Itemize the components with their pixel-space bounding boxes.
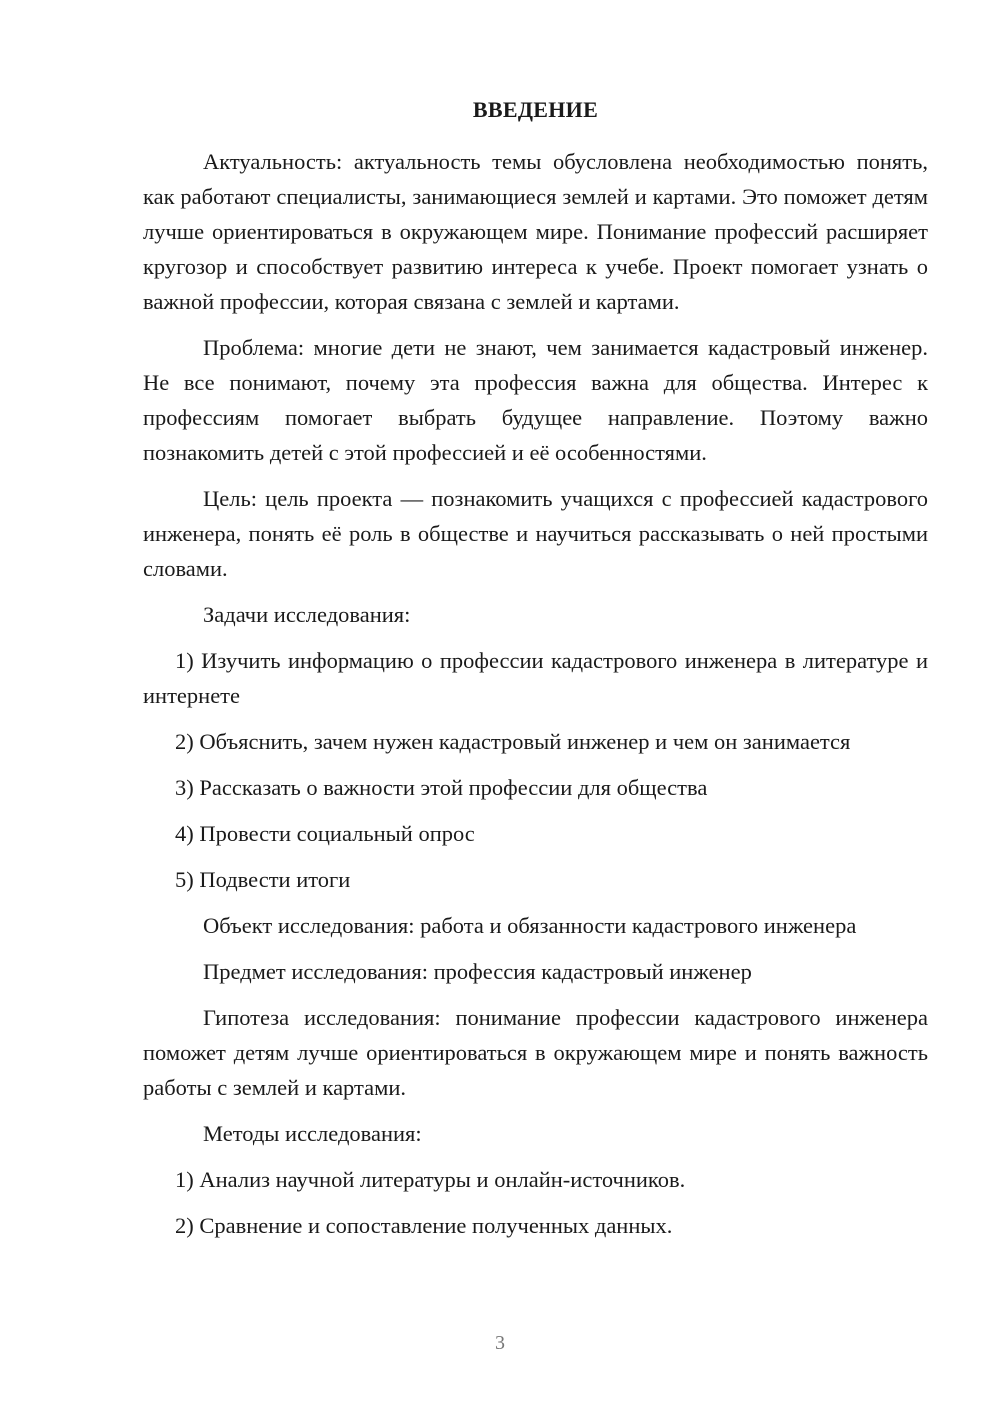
goal-paragraph: Цель: цель проекта — познакомить учащихся с профессией кадастрового инженера, понять её роль в обществе и научиться рассказывать о ней простыми словами. (143, 486, 928, 581)
relevance-paragraph: Актуальность: актуальность темы обусловлена необходимостью понять, как работают специалисты, занимающиеся землей и картами. Это поможет детям лучше ориентироваться в окружающем мире. Понимание профессий расширяет кругозор и способствует развитию интереса к учебе. Проект помогает узнать о важной профессии, которая связана с землей и картами. (143, 149, 928, 314)
method-item-2: 2) Сравнение и сопоставление полученных данных. (175, 1213, 673, 1238)
task-item-4: 4) Провести социальный опрос (175, 821, 475, 846)
task-item-3: 3) Рассказать о важности этой профессии для общества (175, 775, 708, 800)
document-page (143, 92, 928, 1254)
task-item-5: 5) Подвести итоги (175, 867, 351, 892)
tasks-heading: Задачи исследования: (203, 602, 411, 627)
task-item-1: 1) Изучить информацию о профессии кадастрового инженера в литературе и интернете (143, 648, 928, 708)
hypothesis-paragraph: Гипотеза исследования: понимание профессии кадастрового инженера поможет детям лучше ориентироваться в окружающем мире и понять важность работы с землей и картами. (143, 1005, 928, 1100)
method-item-1: 1) Анализ научной литературы и онлайн-источников. (175, 1167, 686, 1192)
subject-paragraph: Предмет исследования: профессия кадастровый инженер (203, 959, 752, 984)
methods-heading: Методы исследования: (203, 1121, 422, 1146)
task-item-2: 2) Объяснить, зачем нужен кадастровый инженер и чем он занимается (175, 729, 851, 754)
page-number: 3 (495, 1332, 505, 1354)
problem-paragraph: Проблема: многие дети не знают, чем занимается кадастровый инженер. Не все понимают, почему эта профессия важна для общества. Интерес к профессиям помогает выбрать будущее направление. Поэтому важно познакомить детей с этой профессией и её особенностями. (143, 335, 928, 465)
page-title: ВВЕДЕНИЕ (472, 97, 599, 122)
object-paragraph: Объект исследования: работа и обязанности кадастрового инженера (203, 913, 857, 938)
